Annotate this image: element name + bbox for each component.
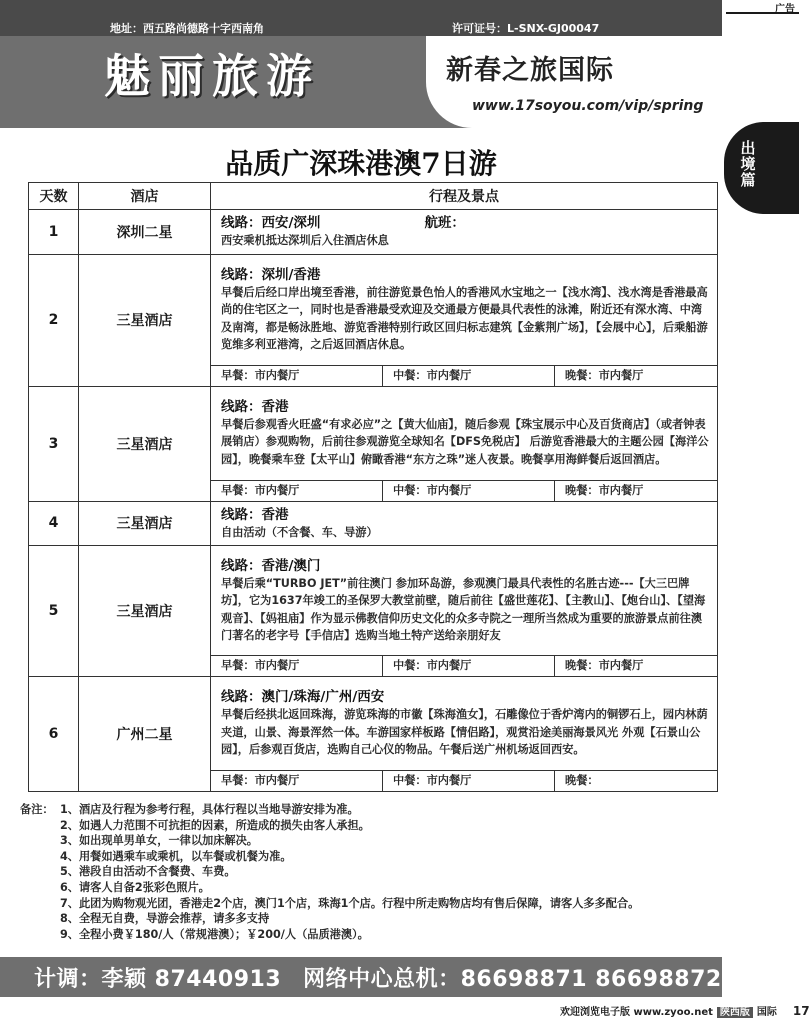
header-day: 天数 bbox=[29, 183, 79, 210]
route-title bbox=[221, 214, 709, 232]
day-number: 5 bbox=[29, 546, 79, 677]
table-row bbox=[29, 210, 718, 255]
note-text: 6、请客人自备2张彩色照片。 bbox=[60, 880, 210, 894]
table-row bbox=[29, 501, 718, 546]
meals-cell bbox=[211, 365, 718, 386]
dinner: 晚餐：市内餐厅 bbox=[565, 368, 644, 382]
route-description: 早餐后后经口岸出境至香港，前往游览景色怡人的香港风水宝地之一【浅水湾】、浅水湾是香港最高尚的住宅区之一，同时也是香港最受欢迎及交通最方便最具代表性的泳滩，附近还有深水湾、中湾及南湾，都是畅泳胜地、游览香港特别行政区回归标志建筑【金紫荆广场】，【会展中心】，后乘船游览维多利亚港湾，之后返回酒店休息。 bbox=[221, 285, 708, 351]
day-number: 1 bbox=[29, 210, 79, 255]
route-cell bbox=[211, 546, 718, 656]
agency-address: 地址：西五路尚德路十字西南角 bbox=[110, 22, 264, 35]
meals-cell bbox=[211, 656, 718, 677]
table-row bbox=[29, 546, 718, 656]
note-item bbox=[20, 818, 720, 834]
note-text: 8、全程无自费，导游会推荐，请多多支持 bbox=[60, 912, 270, 926]
header-hotel: 酒店 bbox=[79, 183, 211, 210]
website-link[interactable]: www.17soyou.com/vip/spring bbox=[472, 98, 704, 114]
header-strip bbox=[0, 0, 722, 36]
hotel-name: 三星酒店 bbox=[79, 254, 211, 386]
day-number: 4 bbox=[29, 501, 79, 546]
table-row bbox=[29, 254, 718, 365]
hotline-phone[interactable]: 网络中心总机：86698871 86698872 bbox=[303, 967, 722, 992]
route-cell bbox=[211, 677, 718, 771]
section-tab bbox=[724, 122, 799, 214]
route-title: 线路：香港/澳门 bbox=[221, 557, 321, 574]
hotel-name: 三星酒店 bbox=[79, 386, 211, 501]
table-row bbox=[29, 386, 718, 480]
page-title: 品质广深珠港澳7日游 bbox=[225, 147, 497, 180]
breakfast: 早餐：市内餐厅 bbox=[211, 656, 383, 676]
footer-contacts bbox=[34, 962, 722, 993]
note-item bbox=[20, 802, 720, 818]
lunch: 中餐：市内餐厅 bbox=[383, 481, 555, 501]
site-link[interactable]: 欢迎浏览电子版 www.zyoo.net bbox=[560, 1007, 713, 1018]
hotel-name: 深圳二星 bbox=[79, 210, 211, 255]
hotel-name: 广州二星 bbox=[79, 677, 211, 792]
route-description: 早餐后经拱北返回珠海，游览珠海的市徽【珠海渔女】，石雕像位于香炉湾内的铜锣石上，园内林荫夹道，山景、海景浑然一体。车游国家样板路【情侣路】，观赏沿途美丽海景风光 外观【石景山公园】，后参观百货店，选购自己心仪的物品。午餐后送广州机场返回西安。 bbox=[221, 708, 708, 757]
page-number: 17 bbox=[792, 1004, 810, 1018]
note-item bbox=[20, 927, 720, 943]
lunch: 中餐：市内餐厅 bbox=[383, 366, 555, 386]
section-name: 国际 bbox=[756, 1007, 777, 1018]
route-cell bbox=[211, 254, 718, 365]
breakfast: 早餐：市内餐厅 bbox=[211, 771, 383, 791]
route-description: 早餐后参观香火旺盛“有求必应”之【黄大仙庙】，随后参观【珠宝展示中心及百货商店】（或者钟表展销店）参观购物，后前往参观游览全球知名【DFS免税店】 后游览香港最大的主题公园【海洋公园】，晚餐乘车登【太平山】俯瞰香港“东方之珠”迷人夜景。晚餐享用海鲜餐后返回酒店。 bbox=[221, 417, 709, 466]
route-title: 线路：深圳/香港 bbox=[221, 266, 321, 283]
day-number: 2 bbox=[29, 254, 79, 386]
route-description: 自由活动（不含餐、车、导游） bbox=[221, 525, 378, 539]
table-row bbox=[29, 677, 718, 771]
route-description: 西安乘机抵达深圳后入住酒店休息 bbox=[221, 234, 389, 247]
day-number: 6 bbox=[29, 677, 79, 792]
route-title: 线路：香港 bbox=[221, 506, 289, 523]
meals-cell bbox=[211, 771, 718, 792]
contact-phone[interactable]: 计调：李颖 87440913 bbox=[34, 967, 282, 992]
flight-label: 航班： bbox=[424, 215, 465, 231]
section-tab-label: 出境篇 bbox=[740, 139, 756, 189]
route-title: 线路：澳门/珠海/广州/西安 bbox=[221, 689, 385, 706]
note-text: 7、此团为购物观光团，香港走2个店，澳门1个店，珠海1个店。行程中所走购物店均有售后保障，请客人多多配合。 bbox=[60, 896, 640, 910]
note-item bbox=[20, 833, 720, 849]
route-title-text: 线路：西安/深圳 bbox=[221, 215, 321, 231]
notes-label: 备注： bbox=[20, 803, 54, 816]
breakfast: 早餐：市内餐厅 bbox=[211, 481, 383, 501]
route-description: 早餐后乘“TURBO JET”前往澳门 参加环岛游，参观澳门最具代表性的名胜古迹---【大三巴牌坊】，它为1637年竣工的圣保罗大教堂前壁，随后前往【盛世莲花】、【主教山】、【炮台山】、【望海观音】、【妈祖庙】作为显示佛教信仰历史文化的众多寺院之一理所当然成为重要的旅游景点前往澳门著名的老字号【手信店】选购当地土特产送给亲朋好友 bbox=[221, 576, 706, 642]
page-footer bbox=[560, 1003, 810, 1018]
note-item bbox=[20, 896, 720, 912]
note-text: 9、全程小费￥180/人（常规港澳）；￥200/人（品质港澳）。 bbox=[60, 927, 369, 941]
note-item bbox=[20, 911, 720, 927]
note-text: 2、如遇人力范围不可抗拒的因素，所造成的损失由客人承担。 bbox=[60, 818, 370, 832]
hotel-name: 三星酒店 bbox=[79, 501, 211, 546]
breakfast: 早餐：市内餐厅 bbox=[211, 366, 383, 386]
license-number: 许可证号：L-SNX-GJ00047 bbox=[452, 22, 600, 35]
note-item bbox=[20, 864, 720, 880]
hotel-name: 三星酒店 bbox=[79, 546, 211, 677]
note-text: 1、酒店及行程为参考行程，具体行程以当地导游安排为准。 bbox=[60, 803, 359, 816]
note-text: 4、用餐如遇乘车或乘机，以车餐或机餐为准。 bbox=[60, 849, 292, 863]
ad-tag: 广告 bbox=[726, 0, 799, 14]
route-cell bbox=[211, 501, 718, 546]
meals-cell bbox=[211, 480, 718, 501]
table-header-row bbox=[29, 183, 718, 210]
lunch: 中餐：市内餐厅 bbox=[383, 771, 555, 791]
dinner: 晚餐： bbox=[565, 774, 599, 787]
lunch: 中餐：市内餐厅 bbox=[383, 656, 555, 676]
dinner: 晚餐：市内餐厅 bbox=[565, 483, 644, 497]
route-cell bbox=[211, 210, 718, 255]
header-route: 行程及景点 bbox=[211, 183, 718, 210]
notes-section bbox=[20, 802, 720, 942]
day-number: 3 bbox=[29, 386, 79, 501]
itinerary-table bbox=[28, 182, 718, 792]
edition-badge: 陕西版 bbox=[717, 1007, 753, 1018]
dinner: 晚餐：市内餐厅 bbox=[565, 659, 644, 672]
note-text: 5、港段自由活动不含餐费、车费。 bbox=[60, 865, 236, 879]
note-item bbox=[20, 880, 720, 896]
note-text: 3、如出现单男单女，一律以加床解决。 bbox=[60, 834, 258, 848]
agency-logo: 魅丽旅游 bbox=[104, 49, 320, 103]
slogan: 新春之旅国际 bbox=[446, 55, 614, 86]
route-title: 线路：香港 bbox=[221, 398, 289, 415]
note-item bbox=[20, 849, 720, 865]
route-cell bbox=[211, 386, 718, 480]
